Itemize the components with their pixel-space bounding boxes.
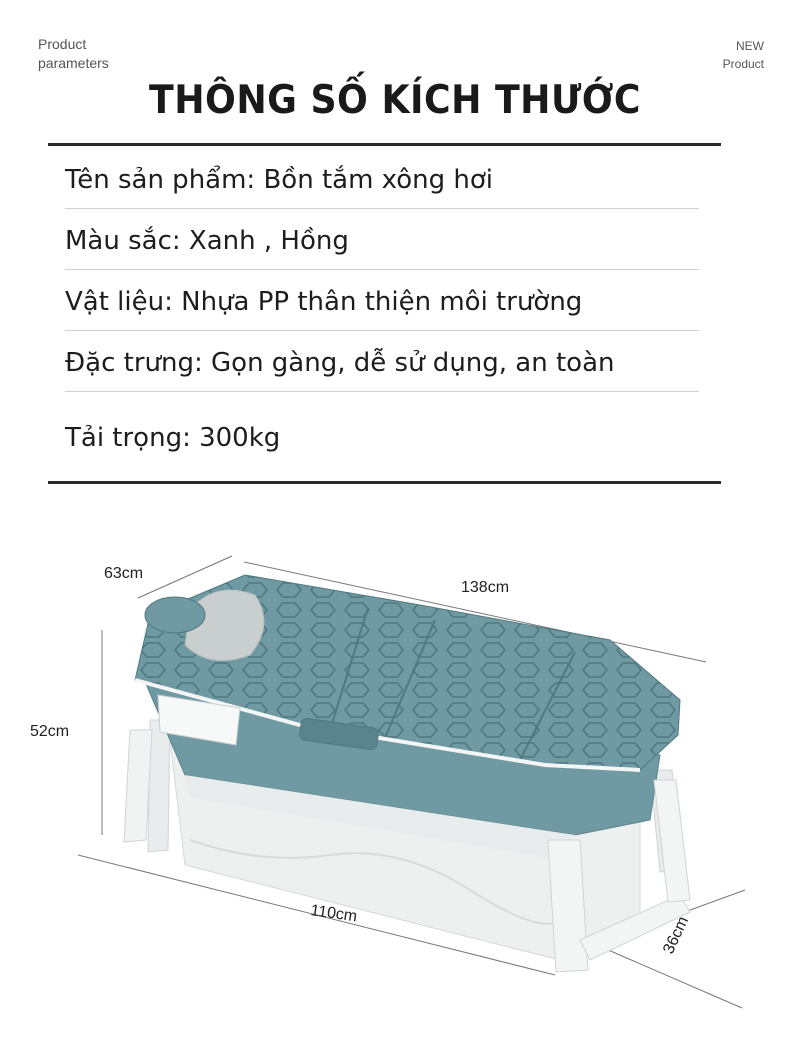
corner-left-line2: parameters — [38, 55, 109, 71]
dim-height: 52cm — [30, 723, 70, 740]
corner-label-left — [38, 35, 109, 73]
spec-row-material: Vật liệu: Nhựa PP thân thiện môi trường — [65, 270, 699, 331]
corner-right-line1: NEW — [736, 39, 764, 53]
corner-left-line1: Product — [38, 36, 87, 52]
bathtub-diagram — [0, 520, 790, 1041]
dim-length-bottom: 110cm — [309, 902, 359, 926]
dim-width-bottom: 36cm — [660, 914, 693, 957]
dim-length-top: 138cm — [461, 579, 510, 596]
corner-right-line2: Product — [722, 57, 764, 71]
spec-row-feature: Đặc trưng: Gọn gàng, dễ sử dụng, an toàn — [65, 331, 699, 392]
spec-row-name: Tên sản phẩm: Bồn tắm xông hơi — [65, 148, 699, 209]
spec-list — [65, 148, 699, 470]
corner-label-right — [723, 37, 764, 73]
page-title: THÔNG SỐ KÍCH THƯỚC — [149, 78, 641, 123]
pillow — [145, 597, 205, 633]
bottom-divider — [48, 481, 721, 484]
dim-width-top: 63cm — [104, 565, 144, 582]
spec-row-color: Màu sắc: Xanh , Hồng — [65, 209, 699, 270]
spec-row-load: Tải trọng: 300kg — [65, 423, 281, 453]
top-divider — [48, 143, 721, 146]
